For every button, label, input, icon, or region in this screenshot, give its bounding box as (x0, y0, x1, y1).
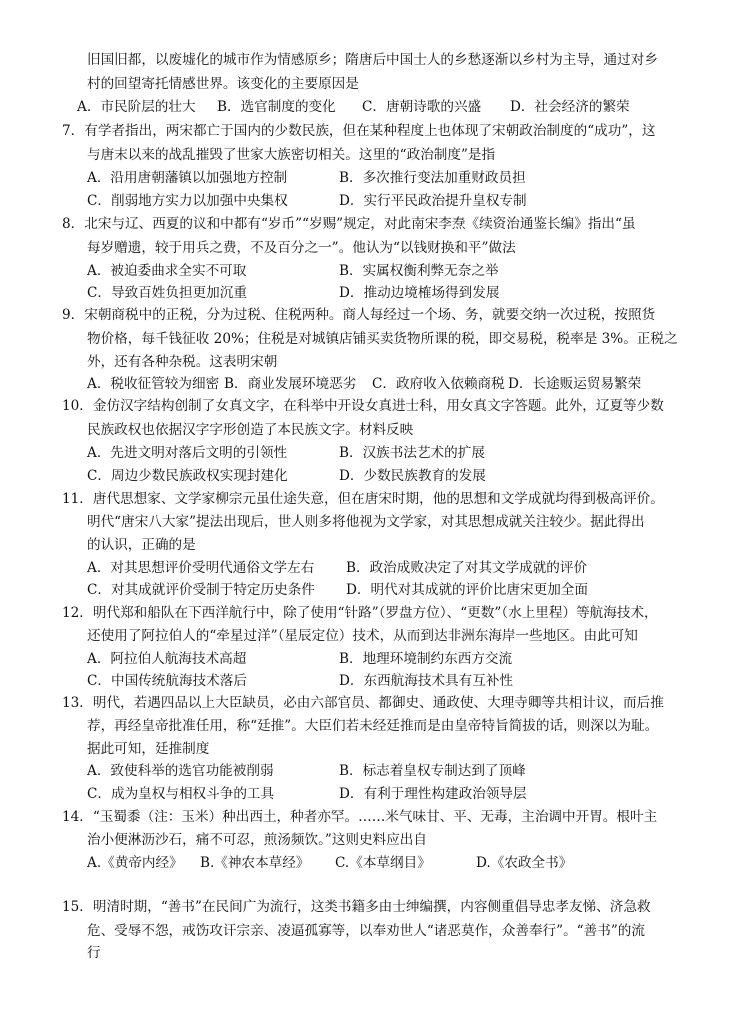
q13-option-c[interactable]: C．成为皇权与相权斗争的工具 (87, 786, 275, 802)
q13-stem-line-3: 据此可知，廷推制度 (87, 741, 210, 757)
q11-stem-line-1: 11．唐代思想家、文学家柳宗元虽仕途失意，但在唐宋时期，他的思想和文学成就均得到极高评价。 (62, 491, 664, 507)
q7-option-d[interactable]: D．实行平民政治提升皇权专制 (339, 193, 527, 209)
q14-option-b[interactable]: B.《神农本草经》 (200, 855, 310, 871)
q12-option-d[interactable]: D．东西航海技术具有互补性 (339, 673, 514, 689)
q11-option-a[interactable]: A．对其思想评价受明代通俗文学左右 (87, 560, 315, 576)
q13-stem-line-1: 13．明代，若遇四品以上大臣缺员，必由六部官员、都御史、通政使、大理寺卿等共相计议，而后推 (62, 695, 664, 711)
q9-stem-line-2: 物价格，每千钱征收 20%；住税是对城镇店铺买卖货物所课的税，即交易税，税率是 3%。正税之 (87, 331, 678, 347)
q9-option-b[interactable]: B．商业发展环境恶劣 (224, 376, 357, 392)
q10-option-a[interactable]: A．先进文明对落后文明的引领性 (87, 445, 288, 461)
q12-stem-line-1: 12．明代郑和船队在下西洋航行中，除了使用“针路”（罗盘方位）、“更数”（水上里程）等航海技术， (62, 605, 658, 621)
q9-stem-line-3: 外，还有各种杂税。这表明宋朝 (87, 354, 278, 370)
q10-option-b[interactable]: B．汉族书法艺术的扩展 (339, 445, 485, 461)
q8-option-d[interactable]: D．推动边境榷场得到发展 (339, 285, 500, 301)
q9-option-c[interactable]: C．政府收入依赖商税 (372, 376, 505, 392)
q6-option-b[interactable]: B．选官制度的变化 (217, 99, 336, 115)
q11-option-d[interactable]: D．明代对其成就的评价比唐宋更加全面 (346, 582, 588, 598)
q9-option-d[interactable]: D．长途贩运贸易繁荣 (508, 376, 642, 392)
q9-option-a[interactable]: A．税收征管较为细密 (87, 376, 220, 392)
q10-option-d[interactable]: D．少数民族教育的发展 (339, 468, 486, 484)
q15-stem-line-2: 危、受辱不怨，戒饬攻讦宗亲、凌逼孤寡等，以奉劝世人“诸恶莫作，众善奉行”。“善书”的流 (87, 923, 645, 939)
q8-stem-line-1: 8．北宋与辽、西夏的议和中都有“岁币”“岁赐”规定，对此南宋李焘《续资治通鉴长编》指出“虽 (62, 216, 636, 232)
q15-stem-line-1: 15．明清时期，“善书”在民间广为流行，这类书籍多由士绅编撰，内容侧重倡导忠孝友悌、济急救 (62, 899, 651, 915)
q7-stem-line-1: 7．有学者指出，两宋都亡于国内的少数民族，但在某种程度上也体现了宋朝政治制度的“成功”，这 (62, 123, 656, 139)
q7-option-a[interactable]: A．沿用唐朝藩镇以加强地方控制 (87, 170, 288, 186)
q9-stem-line-1: 9．宋朝商税中的正税，分为过税、住税两种。商人每经过一个场、务，就要交纳一次过税，按照货 (62, 307, 656, 323)
q14-option-c[interactable]: C.《本草纲目》 (335, 855, 431, 871)
q14-option-a[interactable]: A.《黄帝内经》 (87, 855, 183, 871)
q6-line-1: 旧国旧都，以废墟化的城市作为情感原乡；隋唐后中国士人的乡愁逐渐以乡村为主导，通过对乡 (87, 52, 658, 68)
q11-stem-line-2: 明代“唐宋八大家”提法出现后，世人则多将他视为文学家，对其思想成就关注较少。据此得出 (87, 514, 645, 530)
q13-option-a[interactable]: A．致使科举的选官功能被削弱 (87, 763, 274, 779)
q12-stem-line-2: 还使用了阿拉伯人的“牵星过洋”（星辰定位）技术，从而到达非洲东海岸一些地区。由此可知 (87, 628, 638, 644)
q8-option-a[interactable]: A．被迫委曲求全实不可取 (87, 263, 247, 279)
q10-stem-line-1: 10．金仿汉字结构创制了女真文字，在科举中开设女真进士科，用女真文字答题。此外，辽夏等少数 (62, 398, 664, 414)
q14-stem-line-2: 治小便淋沥沙石，痛不可忍，煎汤频饮。”这则史料应出自 (87, 832, 427, 848)
q11-option-b[interactable]: B．政治成败决定了对其文学成就的评价 (346, 560, 588, 576)
q6-line-2: 村的回望寄托情感世界。该变化的主要原因是 (87, 76, 359, 92)
q7-option-b[interactable]: B．多次推行变法加重财政员担 (339, 170, 526, 186)
q6-option-c[interactable]: C．唐朝诗歌的兴盛 (362, 99, 482, 115)
q14-option-d[interactable]: D.《农政全书》 (476, 855, 573, 871)
q10-option-c[interactable]: C．周边少数民族政权实现封建化 (87, 468, 288, 484)
q11-option-c[interactable]: C．对其成就评价受制于特定历史条件 (87, 582, 315, 598)
q13-stem-line-2: 荐，再经皇帝批准任用，称“廷推”。大臣们若未经廷推而是由皇帝特旨简拔的话，则深以为耻。 (87, 718, 659, 734)
q11-stem-line-3: 的认识，正确的是 (87, 537, 196, 553)
q7-stem-line-2: 与唐末以来的战乱摧毁了世家大族密切相关。这里的“政治制度”是指 (87, 147, 496, 163)
q7-option-c[interactable]: C．削弱地方实力以加强中央集权 (87, 193, 288, 209)
q8-option-b[interactable]: B．实属权衡利弊无奈之举 (339, 263, 499, 279)
q8-option-c[interactable]: C．导致百姓负担更加沉重 (87, 285, 247, 301)
q12-option-c[interactable]: C．中国传统航海技术落后 (87, 673, 247, 689)
q6-option-a[interactable]: A．市民阶层的壮大 (77, 99, 196, 115)
q8-stem-line-2: 每岁赠遗，较于用兵之费，不及百分之一”。他认为“以钱财换和平”做法 (87, 240, 516, 256)
q12-option-a[interactable]: A．阿拉伯人航海技术高超 (87, 651, 247, 667)
q13-option-d[interactable]: D．有利于理性构建政治领导层 (339, 786, 527, 802)
q10-stem-line-2: 民族政权也依据汉字字形创造了本民族文字。材料反映 (87, 422, 414, 438)
q14-stem-line-1: 14．“玉蜀黍（注：玉米）种出西土，种者亦罕。……米气味甘、平、无毒，主治调中开胃。根叶主 (62, 809, 658, 825)
q15-stem-line-3: 行 (87, 945, 101, 961)
q13-option-b[interactable]: B．标志着皇权专制达到了顶峰 (339, 763, 526, 779)
q12-option-b[interactable]: B．地理环境制约东西方交流 (339, 651, 513, 667)
q6-option-d[interactable]: D．社会经济的繁荣 (510, 99, 630, 115)
